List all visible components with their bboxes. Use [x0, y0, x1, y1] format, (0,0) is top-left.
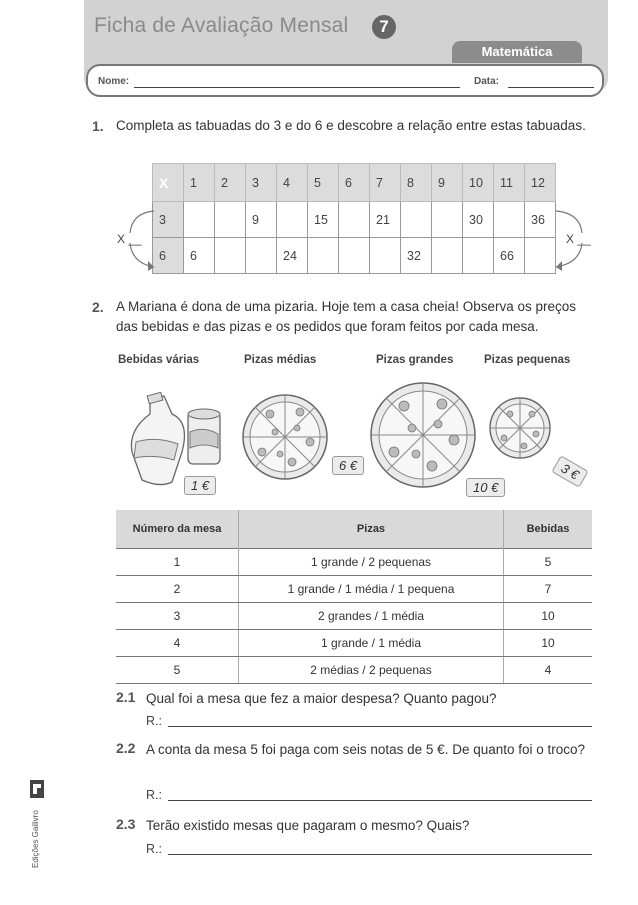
date-field[interactable]	[508, 87, 594, 88]
row-table-number: 4	[116, 630, 239, 657]
table-header-cell: 1	[184, 164, 215, 202]
row-pizzas: 1 grande / 1 média	[239, 630, 504, 657]
col-header-pizzas: Pizas	[239, 510, 504, 549]
subquestion-text: A conta da mesa 5 foi paga com seis notas de 5 €. De quanto foi o troco?	[146, 742, 586, 757]
row-drinks: 10	[504, 603, 593, 630]
header-banner	[84, 0, 608, 91]
table-row	[116, 657, 592, 684]
row-table-number: 3	[116, 603, 239, 630]
table-header-cell: 3	[246, 164, 277, 202]
table-blank-cell[interactable]	[525, 238, 556, 274]
q2-number: 2.	[92, 299, 104, 315]
category-drinks: Bebidas várias	[118, 354, 200, 366]
table-blank-cell[interactable]	[432, 238, 463, 274]
table-blank-cell[interactable]	[494, 202, 525, 238]
row-pizzas: 2 médias / 2 pequenas	[239, 657, 504, 684]
subquestion-number: 2.2	[116, 740, 136, 756]
table-cell: 15	[308, 202, 339, 238]
worksheet-title: Ficha de Avaliação Mensal	[94, 14, 349, 37]
medium-pizza-illustration	[240, 392, 330, 482]
table-blank-cell[interactable]	[277, 202, 308, 238]
table-cell: 9	[246, 202, 277, 238]
q1-number: 1.	[92, 118, 104, 134]
row-drinks: 5	[504, 549, 593, 576]
table-header-cell: 5	[308, 164, 339, 202]
answer-line-2-3[interactable]	[168, 854, 592, 855]
col-header-table-number: Número da mesa	[116, 510, 239, 549]
worksheet-number-badge: 7	[372, 15, 396, 39]
category-large-pizzas: Pizas grandes	[376, 354, 454, 366]
price-tag-medium: 6 €	[332, 456, 364, 475]
price-tag-small: 3 €	[551, 455, 588, 487]
row-pizzas: 1 grande / 2 pequenas	[239, 549, 504, 576]
answer-line-2-1[interactable]	[168, 726, 592, 727]
table-header-cell: 9	[432, 164, 463, 202]
table-row	[116, 603, 592, 630]
row-pizzas: 1 grande / 1 média / 1 pequena	[239, 576, 504, 603]
table-blank-cell[interactable]	[463, 238, 494, 274]
table-header-cell: 4	[277, 164, 308, 202]
table-header-cell: 7	[370, 164, 401, 202]
col-header-drinks: Bebidas	[504, 510, 593, 549]
table-blank-cell[interactable]	[432, 202, 463, 238]
table-row-header: 3	[153, 202, 184, 238]
subquestion-text: Qual foi a mesa que fez a maior despesa? Quanto pagou?	[146, 691, 497, 706]
table-blank-cell[interactable]	[215, 238, 246, 274]
publisher-name: Edições Gailivro	[31, 810, 40, 868]
left-multiplier-blank[interactable]: X __	[117, 232, 142, 246]
subquestion-number: 2.1	[116, 689, 136, 705]
row-table-number: 2	[116, 576, 239, 603]
q2-text: A Mariana é dona de uma pizaria. Hoje tem a casa cheia! Observa os preços das bebidas e das pizas e os pedidos que foram feitos por cada mesa.	[116, 299, 576, 334]
subject-tab: Matemática	[452, 41, 582, 63]
publisher-logo-icon	[30, 780, 44, 798]
left-arrows	[124, 195, 160, 285]
answer-label-2-1: R.:	[146, 714, 162, 728]
name-label: Nome:	[98, 76, 130, 87]
name-date-bar	[86, 64, 604, 97]
table-row-header: 6	[153, 238, 184, 274]
date-label: Data:	[474, 76, 500, 87]
row-drinks: 7	[504, 576, 593, 603]
table-header-cell: 11	[494, 164, 525, 202]
table-header-cell: 10	[463, 164, 494, 202]
table-cell: 21	[370, 202, 401, 238]
table-header-cell: 12	[525, 164, 556, 202]
right-arrows	[552, 195, 588, 285]
name-field[interactable]	[134, 87, 460, 88]
table-cell: 24	[277, 238, 308, 274]
table-blank-cell[interactable]	[246, 238, 277, 274]
table-row	[116, 576, 592, 603]
category-medium-pizzas: Pizas médias	[244, 354, 317, 366]
table-row	[116, 549, 592, 576]
table-header-cell: 6	[339, 164, 370, 202]
category-small-pizzas: Pizas pequenas	[484, 354, 571, 366]
table-header-cell: 2	[215, 164, 246, 202]
table-cell: 32	[401, 238, 432, 274]
table-row	[116, 630, 592, 657]
table-cell: 36	[525, 202, 556, 238]
table-blank-cell[interactable]	[308, 238, 339, 274]
table-blank-cell[interactable]	[401, 202, 432, 238]
subquestion-text: Terão existido mesas que pagaram o mesmo? Quais?	[146, 818, 470, 833]
answer-label-2-2: R.:	[146, 788, 162, 802]
row-table-number: 5	[116, 657, 239, 684]
row-pizzas: 2 grandes / 1 média	[239, 603, 504, 630]
small-pizza-illustration	[488, 396, 552, 460]
table-blank-cell[interactable]	[184, 202, 215, 238]
subquestion-number: 2.3	[116, 816, 136, 832]
answer-line-2-2[interactable]	[168, 800, 592, 801]
table-cell: 66	[494, 238, 525, 274]
q1-text: Completa as tabuadas do 3 e do 6 e descobre a relação entre estas tabuadas.	[116, 118, 586, 133]
row-table-number: 1	[116, 549, 239, 576]
row-drinks: 4	[504, 657, 593, 684]
table-cell: 6	[184, 238, 215, 274]
table-blank-cell[interactable]	[370, 238, 401, 274]
table-cell: 30	[463, 202, 494, 238]
price-tag-drinks: 1 €	[184, 476, 216, 495]
table-corner-x: X	[153, 164, 184, 202]
right-multiplier-blank[interactable]: X __	[566, 232, 591, 246]
price-tag-large: 10 €	[466, 478, 505, 497]
times-table	[152, 163, 556, 274]
table-blank-cell[interactable]	[339, 202, 370, 238]
table-blank-cell[interactable]	[339, 238, 370, 274]
table-blank-cell[interactable]	[215, 202, 246, 238]
orders-table	[116, 510, 592, 684]
large-pizza-illustration	[368, 380, 478, 490]
answer-label-2-3: R.:	[146, 842, 162, 856]
table-header-cell: 8	[401, 164, 432, 202]
row-drinks: 10	[504, 630, 593, 657]
